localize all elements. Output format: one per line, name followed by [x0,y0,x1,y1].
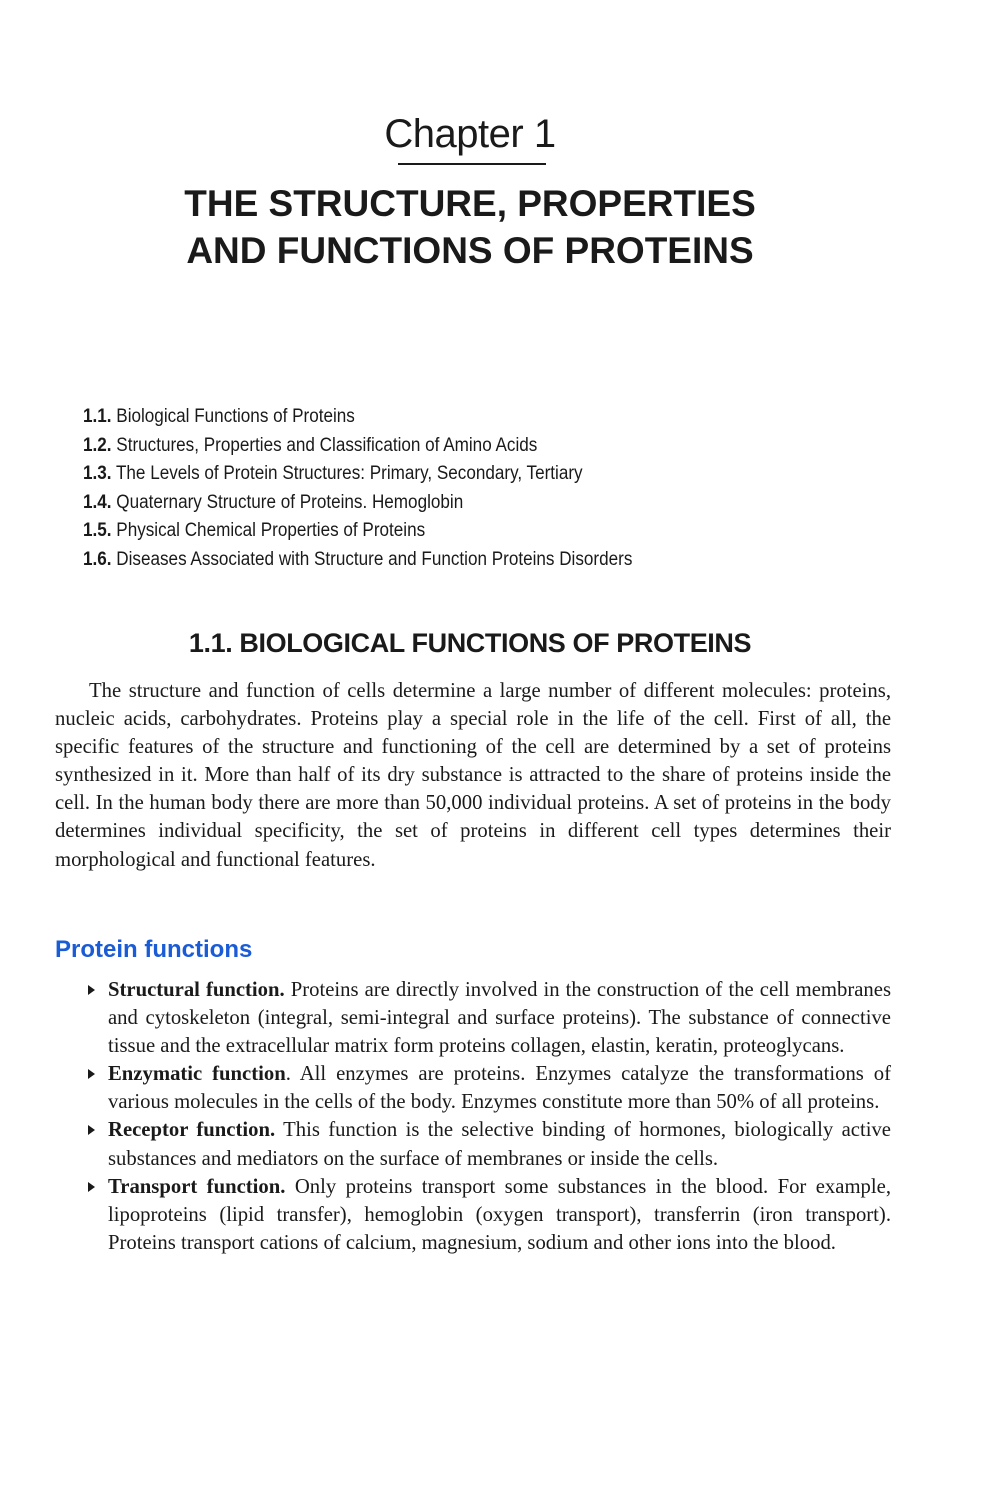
toc-item-title: Diseases Associated with Structure and Function Proteins Disorders [111,548,633,570]
section-heading: 1.1. BIOLOGICAL FUNCTIONS OF PROTEINS [188,628,752,658]
toc-item [83,517,632,546]
toc-item [83,489,632,518]
protein-functions-list [88,976,891,1257]
toc-item [83,432,632,461]
toc-item-number: 1.6. [83,548,112,570]
function-name: Enzymatic function [108,1063,286,1086]
protein-functions-heading: Protein functions [55,936,253,963]
function-item [88,1060,891,1116]
toc-item-title: Quaternary Structure of Proteins. Hemoglobin [111,491,464,513]
toc-item-number: 1.4. [83,491,112,513]
chapter-title [0,180,940,274]
function-name: Structural function. [108,979,285,1001]
function-item [88,1116,891,1172]
function-description: Only proteins transport some substances in the blood. For example, lipoproteins (lipid transfer), hemoglobin (oxygen transport), transferrin (iron transport). Proteins transport cations of calcium, magnesium, sodium and other ions into the blood. [108,1175,891,1254]
toc-item-title: Structures, Properties and Classification of Amino Acids [111,434,538,456]
function-name: Transport function. [108,1175,286,1198]
intro-paragraph: The structure and function of cells determine a large number of different molecules: proteins, nucleic acids, carbohydrates. Proteins play a special role in the life of the cell. First of all, the specific features of the structure and functioning of the cell are determined by a set of proteins synthesized in it. More than half of its dry substance is attracted to the share of proteins inside the cell. In the human body there are more than 50,000 individual proteins. A set of proteins in the body determines individual specificity, the set of proteins in different cell types determines their morphological and functional features. [55,680,891,871]
function-item [88,1173,891,1257]
toc-item-title: The Levels of Protein Structures: Primary, Secondary, Tertiary [111,463,583,485]
toc-item-number: 1.5. [83,520,112,542]
triangle-bullet-icon [88,1125,95,1135]
toc-item-number: 1.2. [83,434,112,456]
function-description: . All enzymes are proteins. Enzymes catalyze the transformations of various molecules in the cells of the body. Enzymes constitute more than 50% of all proteins. [108,1063,892,1114]
toc-item-number: 1.1. [83,406,112,427]
chapter-title-line-1: THE STRUCTURE, PROPERTIES [184,183,756,224]
chapter-contents [83,403,632,575]
toc-item [83,403,632,432]
toc-item-title: Biological Functions of Proteins [111,406,355,427]
toc-item [83,546,632,575]
toc-item [83,460,632,489]
chapter-label: Chapter 1 [384,112,556,156]
triangle-bullet-icon [88,1069,95,1079]
toc-item-title: Physical Chemical Properties of Proteins [111,520,426,542]
chapter-underline [398,163,546,165]
chapter-title-line-2: AND FUNCTIONS OF PROTEINS [186,230,754,271]
function-description: Proteins are directly involved in the construction of the cell membranes and cytoskeleton (integral, semi-integral and surface proteins). The substance of connective tissue and the extracellular matrix form proteins collagen, elastin, keratin, proteoglycans. [108,979,892,1058]
triangle-bullet-icon [88,1182,95,1192]
toc-item-number: 1.3. [83,463,112,485]
function-description: This function is the selective binding of hormones, biologically active substances and mediators on the surface of membranes or inside the cells. [108,1119,891,1170]
function-item [88,976,891,1060]
triangle-bullet-icon [88,985,95,995]
function-name: Receptor function. [108,1119,276,1142]
